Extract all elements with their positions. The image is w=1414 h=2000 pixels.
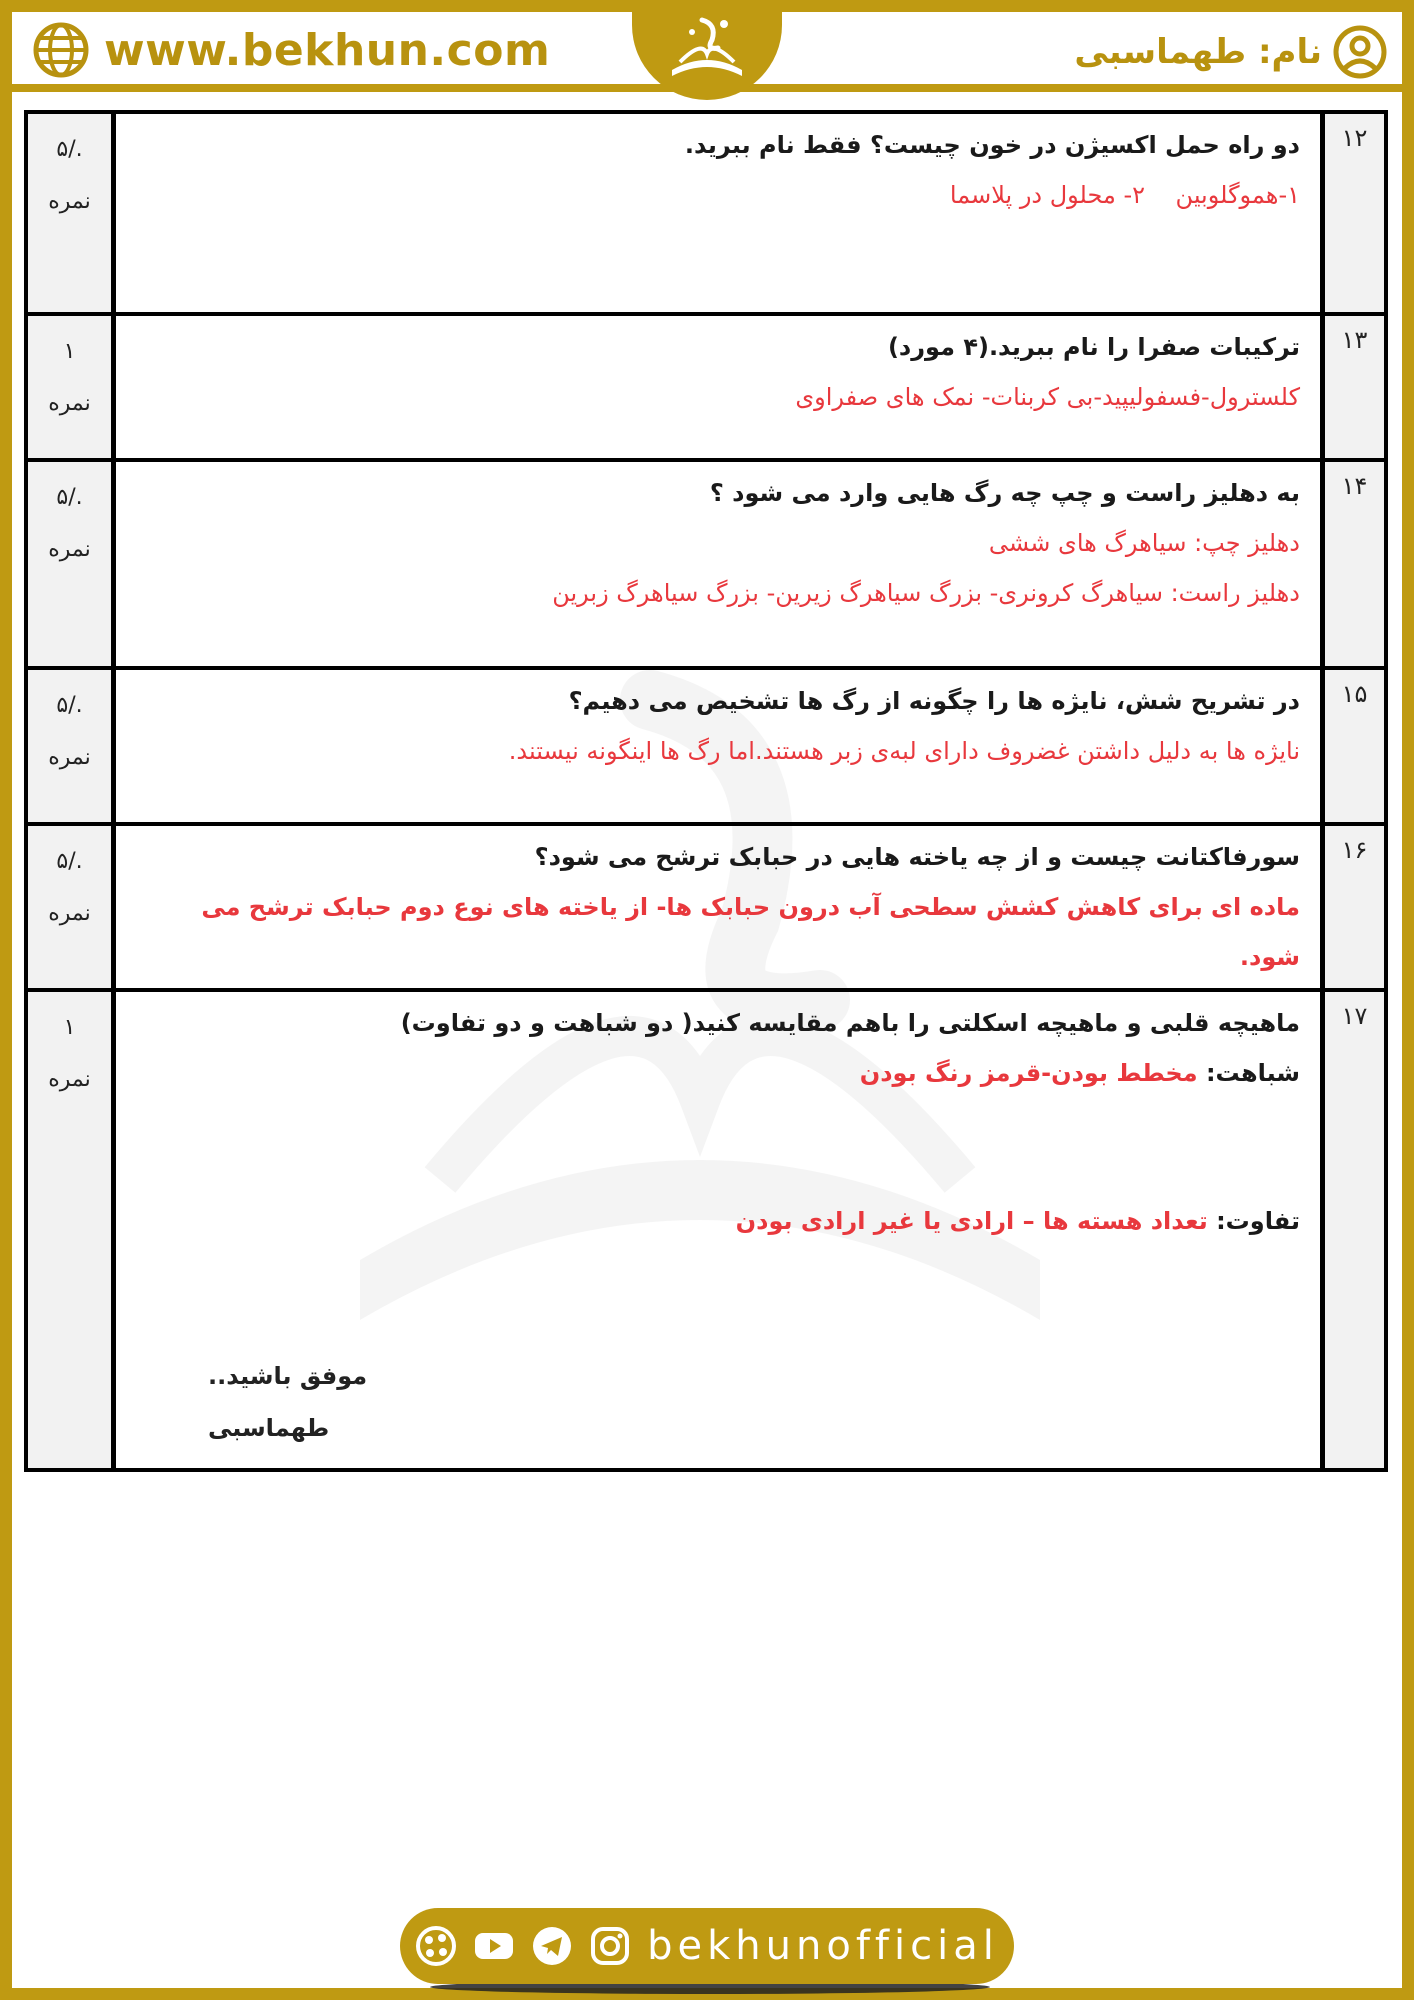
difference-line	[134, 1196, 1300, 1246]
social-handle: bekhunofficial	[647, 1923, 999, 1969]
globe-icon	[32, 21, 90, 79]
answer-text: دهلیز راست: سیاهرگ کرونری- بزرگ سیاهرگ زیرین- بزرگ سیاهرگ زبرین	[552, 579, 1300, 607]
question-number: ۱۷	[1320, 992, 1384, 1468]
score-unit: نمره	[48, 745, 91, 770]
score-unit: نمره	[48, 537, 91, 562]
score-value: ۵/.	[56, 485, 83, 510]
answer-text: کلسترول-فسفولیپید-بی کربنات- نمک های صفراوی	[795, 383, 1300, 411]
question-number: ۱۶	[1320, 826, 1384, 988]
website-link[interactable]	[32, 20, 550, 80]
book-logo-icon	[662, 10, 752, 90]
question-row-14	[28, 462, 1384, 670]
youtube-icon[interactable]	[473, 1925, 515, 1967]
question-content	[120, 992, 1314, 1468]
aparat-icon[interactable]	[415, 1925, 457, 1967]
score-cell	[28, 114, 116, 312]
question-text: ترکیبات صفرا را نام ببرید.(۴ مورد)	[887, 333, 1300, 361]
answer-text: دهلیز چپ: سیاهرگ های ششی	[988, 529, 1300, 557]
score-unit: نمره	[48, 1067, 91, 1092]
similarity-line	[134, 1048, 1300, 1098]
question-row-16	[28, 826, 1384, 992]
answer-text: نایژه ها به دلیل داشتن غضروف دارای لبه‌ی زبر هستند.اما رگ ها اینگونه نیستند.	[508, 737, 1300, 765]
question-content	[120, 670, 1314, 822]
score-value: ۱	[63, 339, 76, 364]
similarity-label: شباهت:	[1205, 1059, 1300, 1087]
score-cell	[28, 992, 116, 1468]
question-text: در تشریح شش، نایژه ها را چگونه از رگ ها تشخیص می دهیم؟	[568, 687, 1300, 715]
answer-text: ماده ای برای کاهش کشش سطحی آب درون حبابک ها- از یاخته های نوع دوم حبابک ترشح می شود.	[201, 893, 1300, 971]
question-number: ۱۳	[1320, 316, 1384, 458]
score-cell	[28, 670, 116, 822]
user-icon	[1332, 24, 1388, 80]
question-content	[120, 826, 1314, 988]
question-number: ۱۲	[1320, 114, 1384, 312]
score-value: ۵/.	[56, 693, 83, 718]
score-unit: نمره	[48, 901, 91, 926]
score-value: ۵/.	[56, 849, 83, 874]
name-label: نام: طهماسبی	[1074, 32, 1322, 72]
difference-answer: تعداد هسته ها – ارادی یا غیر ارادی بودن	[735, 1207, 1208, 1235]
question-text: سورفاکتانت چیست و از چه یاخته هایی در حبابک ترشح می شود؟	[534, 843, 1300, 871]
question-row-17	[28, 992, 1384, 1468]
difference-label: تفاوت:	[1216, 1207, 1300, 1235]
similarity-answer: مخطط بودن-قرمز رنگ بودن	[859, 1059, 1198, 1087]
signoff-line-1: موفق باشید..	[208, 1362, 368, 1390]
question-row-13	[28, 316, 1384, 462]
score-cell	[28, 316, 116, 458]
score-cell	[28, 462, 116, 666]
student-name	[1074, 22, 1388, 82]
score-cell	[28, 826, 116, 988]
instagram-icon[interactable]	[589, 1925, 631, 1967]
score-value: ۵/.	[56, 137, 83, 162]
social-footer[interactable]	[400, 1908, 1014, 1984]
question-text: به دهلیز راست و چپ چه رگ هایی وارد می شود ؟	[709, 479, 1300, 507]
brand-logo	[632, 0, 782, 100]
score-value: ۱	[63, 1015, 76, 1040]
question-content	[120, 114, 1314, 312]
question-content	[120, 462, 1314, 666]
question-number: ۱۴	[1320, 462, 1384, 666]
telegram-icon[interactable]	[531, 1925, 573, 1967]
score-unit: نمره	[48, 189, 91, 214]
question-content	[120, 316, 1314, 458]
exam-table	[24, 110, 1388, 1472]
score-unit: نمره	[48, 391, 91, 416]
question-text: دو راه حمل اکسیژن در خون چیست؟ فقط نام ببرید.	[684, 131, 1300, 159]
website-text: www.bekhun.com	[104, 24, 551, 76]
signoff-line-2: طهماسبی	[208, 1414, 330, 1442]
question-number: ۱۵	[1320, 670, 1384, 822]
question-text: ماهیچه قلبی و ماهیچه اسکلتی را باهم مقایسه کنید( دو شباهت و دو تفاوت)	[400, 1009, 1300, 1037]
question-row-15	[28, 670, 1384, 826]
header-bar	[12, 12, 1402, 92]
question-row-12	[28, 114, 1384, 316]
answer-text: ۱-هموگلوبین ۲- محلول در پلاسما	[949, 181, 1300, 209]
